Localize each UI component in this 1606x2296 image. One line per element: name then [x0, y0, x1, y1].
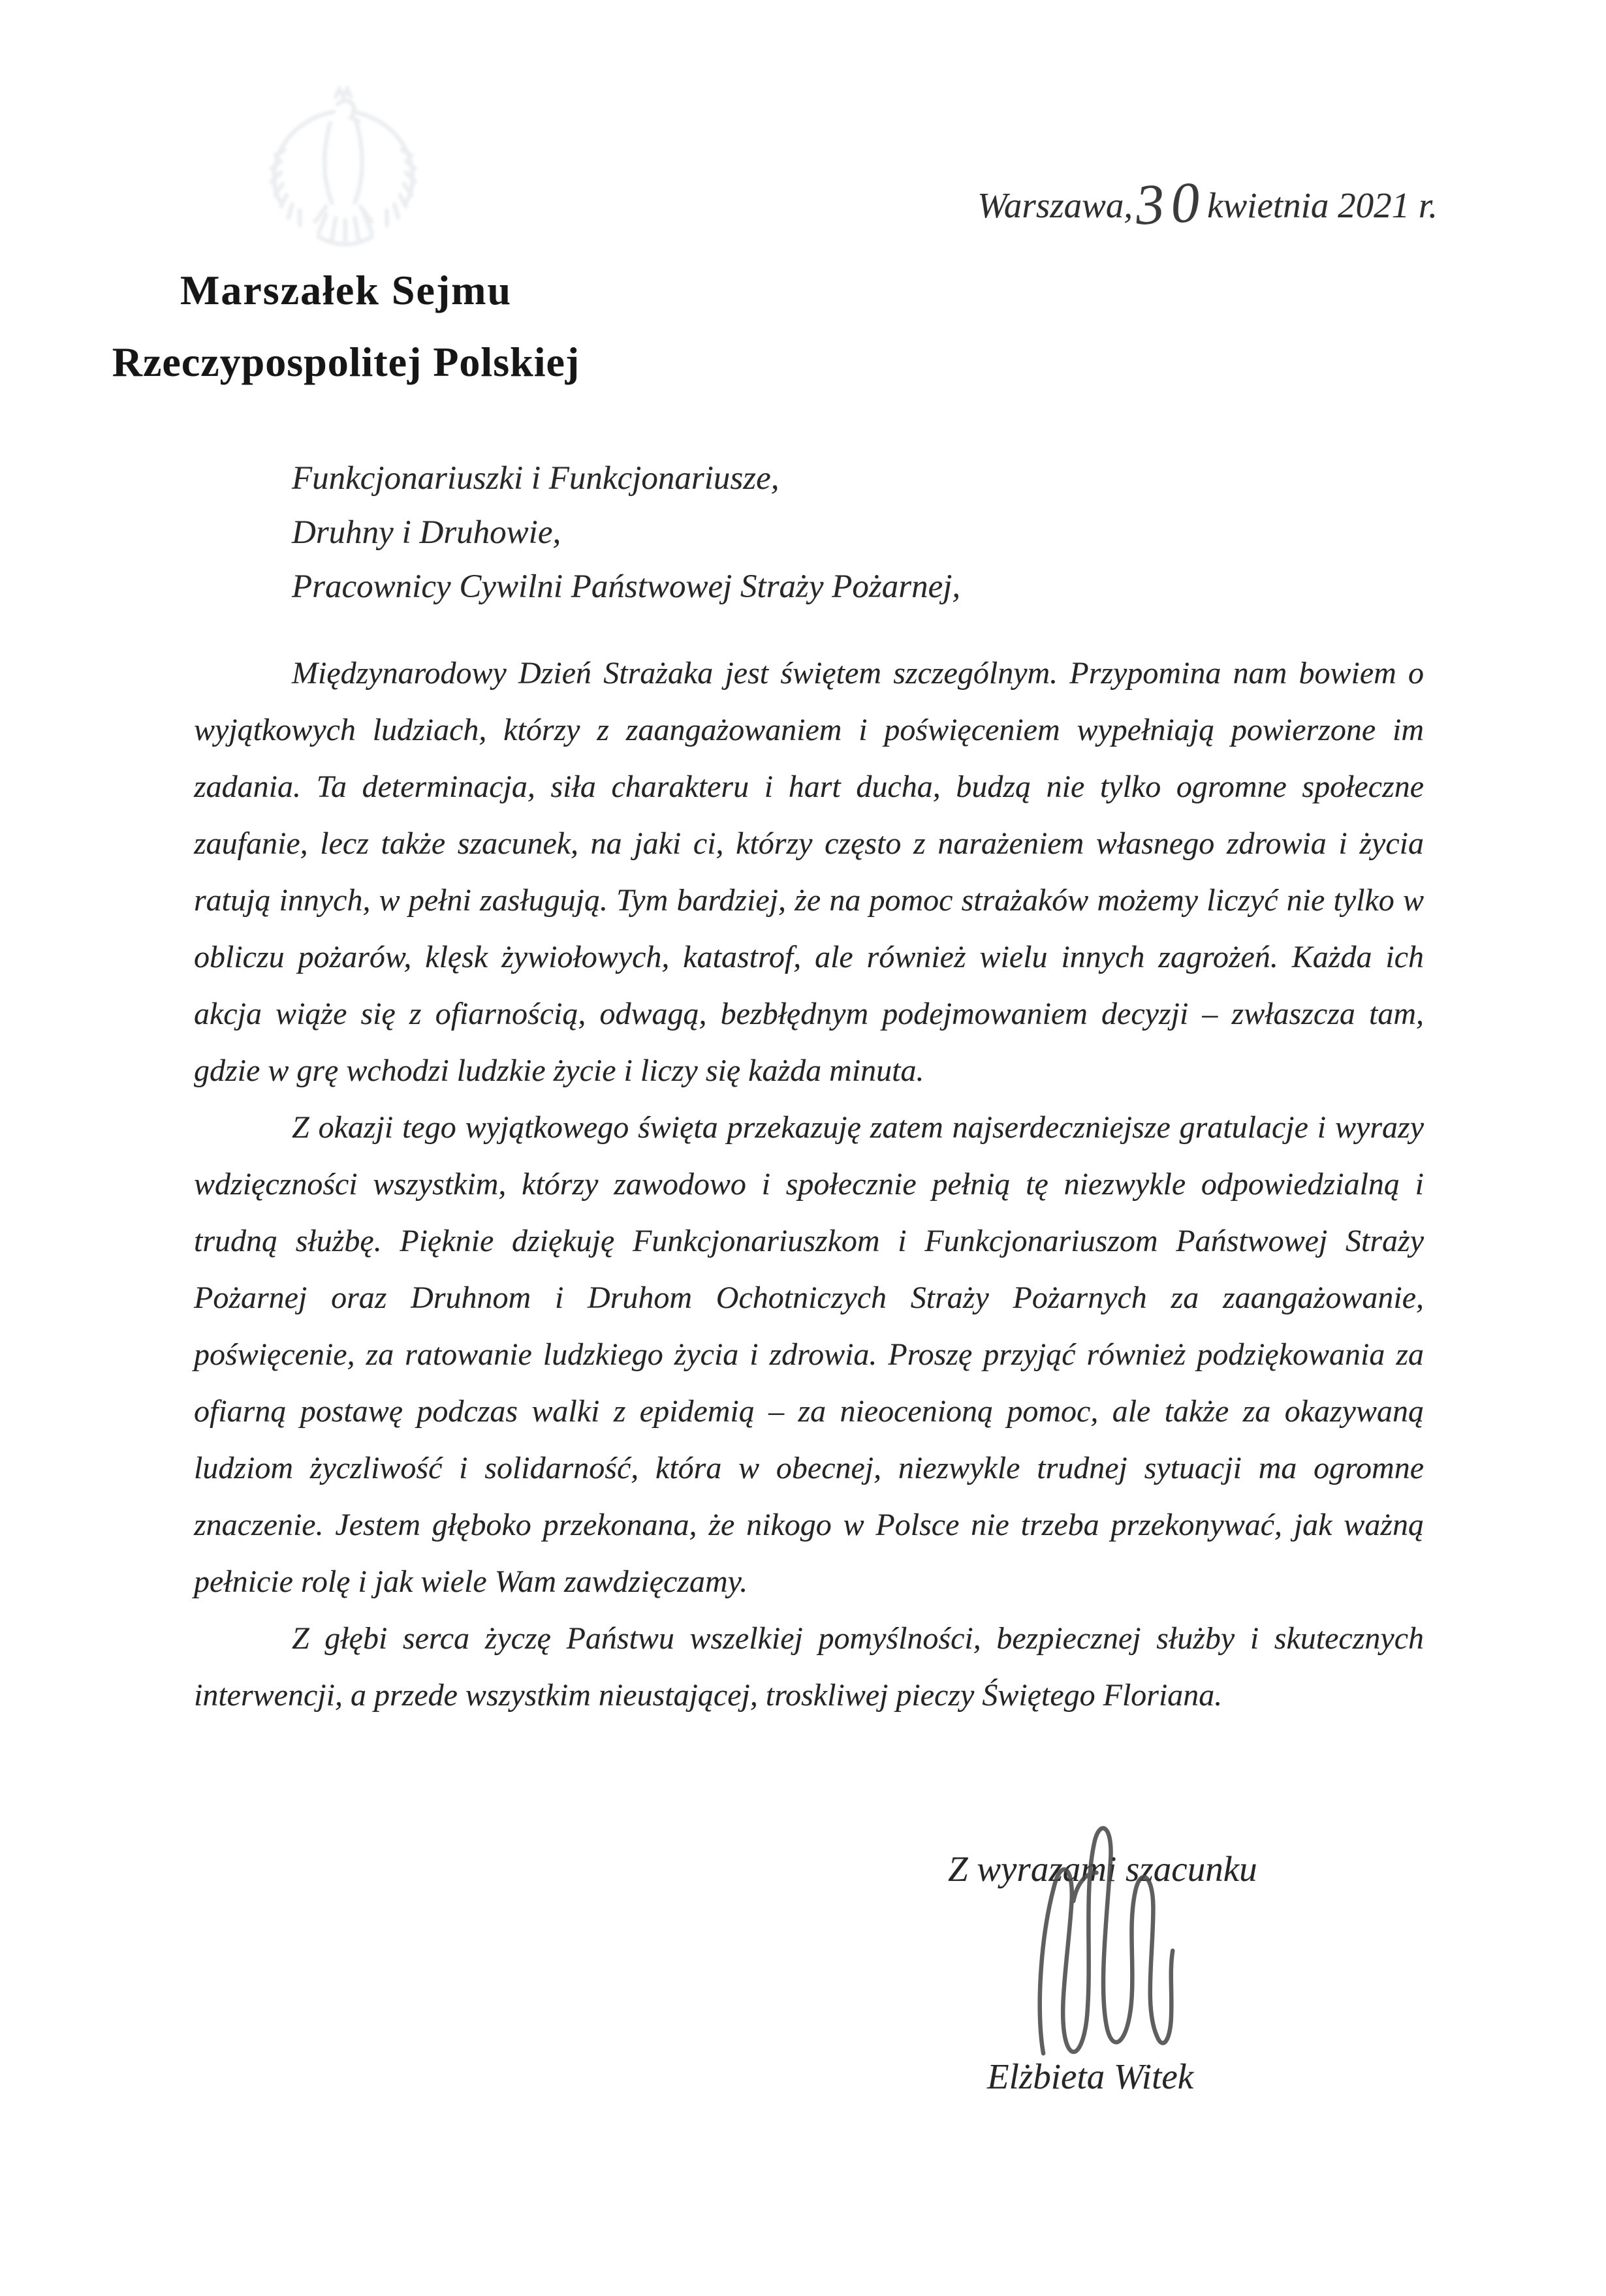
salutation-line2: Druhny i Druhowie, — [292, 514, 561, 551]
salutation-line1: Funkcjonariuszki i Funkcjonariusze, — [292, 460, 779, 497]
letterhead — [98, 255, 594, 398]
date-city: Warszawa, — [977, 185, 1133, 225]
letter-body — [194, 645, 1424, 1724]
salutation-line3: Pracownicy Cywilni Państwowej Straży Pożarnej, — [292, 568, 961, 605]
date-rest: kwietnia 2021 r. — [1207, 185, 1438, 225]
polish-eagle-watermark-icon — [247, 78, 436, 274]
closing-phrase: Z wyrazami szacunku — [948, 1849, 1257, 1889]
date-line — [977, 170, 1438, 238]
signee-name: Elżbieta Witek — [987, 2056, 1194, 2096]
paragraph-2: Z okazji tego wyjątkowego święta przekazuję zatem najserdeczniejsze gratulacje i wyrazy wdzięczności wszystkim, którzy zawodowo i społecznie pełnią tę niezwykle odpowiedzialną i trudną służbę. Pięknie dziękuję Funkcjonariuszkom i Funkcjonariuszom Państwowej Straży Pożarnej oraz Druhnom i Druhom Ochotniczych Straży Pożarnych za zaangażowanie, poświęcenie, za ratowanie ludzkiego życia i zdrowia. Proszę przyjąć również podziękowania za ofiarną postawę podczas walki z epidemią – za nieocenioną pomoc, ale także za okazywaną ludziom życzliwość i solidarność, która w obecnej, niezwykle trudnej sytuacji ma ogromne znaczenie. Jestem głęboko przekonana, że nikogo w Polsce nie trzeba przekonywać, jak ważną pełnicie rolę i jak wiele Wam zawdzięczamy. — [194, 1110, 1424, 1599]
letterhead-line2: Rzeczypospolitej Polskiej — [112, 339, 580, 385]
handwritten-signature — [979, 1820, 1221, 2068]
date-handwritten-day: 30 — [1134, 170, 1208, 238]
paragraph-3: Z głębi serca życzę Państwu wszelkiej pomyślności, bezpiecznej służby i skutecznych interwencji, a przede wszystkim nieustającej, troskliwej pieczy Świętego Floriana. — [194, 1621, 1424, 1713]
salutation — [292, 452, 960, 614]
paragraph-1: Międzynarodowy Dzień Strażaka jest świętem szczególnym. Przypomina nam bowiem o wyjątkowych ludziach, którzy z zaangażowaniem i poświęceniem wypełniają powierzone im zadania. Ta determinacja, siła charakteru i hart ducha, budzą nie tylko ogromne społeczne zaufanie, lecz także szacunek, na jaki ci, którzy często z narażeniem własnego zdrowia i życia ratują innych, w pełni zasługują. Tym bardziej, że na pomoc strażaków możemy liczyć nie tylko w obliczu pożarów, klęsk żywiołowych, katastrof, ale również wielu innych zagrożeń. Każda ich akcja wiąże się z ofiarnością, odwagą, bezbłędnym podejmowaniem decyzji – zwłaszcza tam, gdzie w grę wchodzi ludzkie życie i liczy się każda minuta. — [194, 656, 1424, 1088]
letterhead-line1: Marszałek Sejmu — [180, 267, 512, 313]
